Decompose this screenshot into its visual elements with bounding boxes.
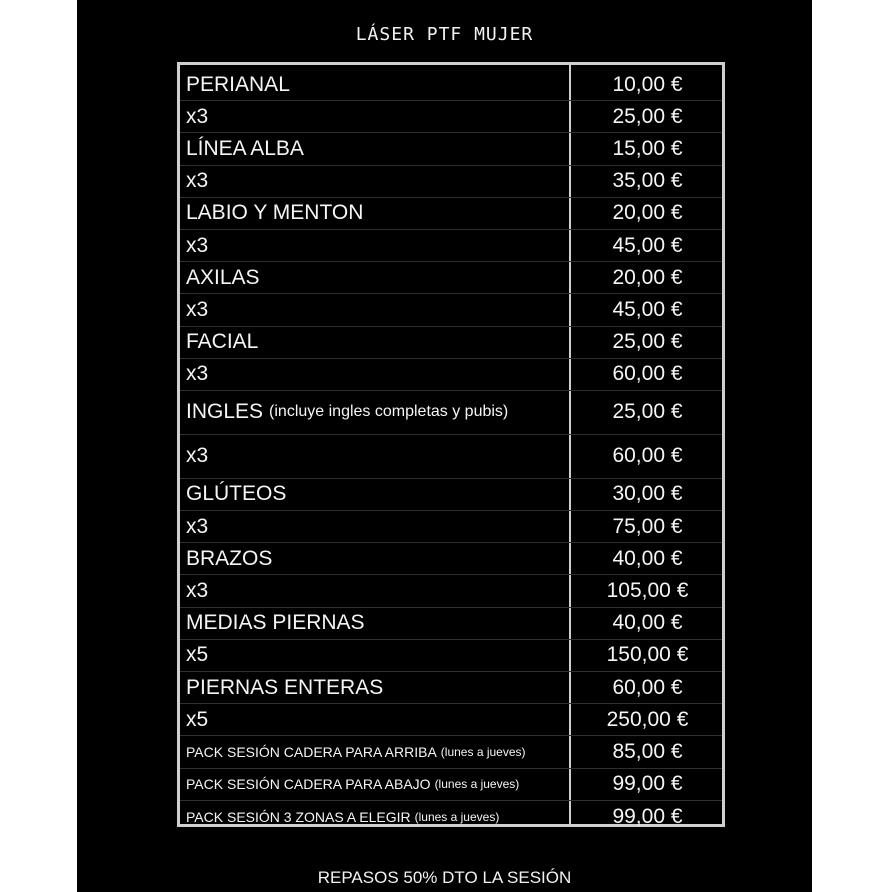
service-name [186,294,566,325]
service-name [186,608,566,639]
service-label: MEDIAS PIERNAS [186,611,365,635]
service-name [186,198,566,229]
service-name [186,543,566,574]
table-row [180,262,722,294]
service-label: BRAZOS [186,546,273,570]
service-note: (lunes a jueves) [434,777,520,792]
service-price: 20,00 € [612,265,683,289]
table-row [180,69,722,101]
table-row [180,736,722,768]
service-note: (lunes a jueves) [414,809,500,824]
service-label: PIERNAS ENTERAS [186,675,384,699]
service-name [186,69,566,100]
service-label: PACK SESIÓN 3 ZONAS A ELEGIR [186,808,411,825]
service-price: 99,00 € [612,804,683,828]
table-row [180,640,722,672]
service-price: 99,00 € [612,772,683,796]
table-row [180,198,722,230]
price-list-page [77,0,812,892]
service-name [186,575,566,606]
service-label: x3 [186,233,209,257]
service-name [186,327,566,358]
table-row [180,359,722,391]
service-price: 60,00 € [612,444,683,468]
service-name [186,640,566,671]
service-name [186,391,566,434]
table-row [180,101,722,133]
service-label: x5 [186,643,209,667]
service-price: 20,00 € [612,201,683,225]
table-row [180,327,722,359]
service-name [186,479,566,510]
table-row [180,801,722,833]
service-label: AXILAS [186,265,260,289]
price-rows [180,69,722,833]
service-price: 25,00 € [612,330,683,354]
service-price: 30,00 € [612,482,683,506]
table-row [180,133,722,165]
service-name [186,704,566,735]
service-name [186,101,566,132]
service-label: PACK SESIÓN CADERA PARA ABAJO [186,776,431,793]
service-label: PERIANAL [186,72,290,96]
footer-note: REPASOS 50% DTO LA SESIÓN [317,868,572,887]
service-name [186,359,566,390]
service-label: x3 [186,169,209,193]
service-label: LÍNEA ALBA [186,136,304,160]
service-price: 40,00 € [612,546,683,570]
service-price: 45,00 € [612,233,683,257]
service-name [186,801,566,833]
service-price: 75,00 € [612,514,683,538]
service-price: 250,00 € [606,707,689,731]
service-name [186,511,566,542]
service-label: x3 [186,514,209,538]
service-label: x3 [186,362,209,386]
price-table [177,62,725,827]
service-price: 60,00 € [612,675,683,699]
service-label: FACIAL [186,330,259,354]
service-label: INGLES [186,400,264,424]
service-price: 40,00 € [612,611,683,635]
table-row [180,543,722,575]
service-name [186,672,566,703]
service-name [186,166,566,197]
table-row [180,230,722,262]
service-name [186,736,566,767]
service-label: x3 [186,579,209,603]
service-note: (lunes a jueves) [440,744,526,759]
service-name [186,230,566,261]
service-label: GLÚTEOS [186,482,287,506]
service-price: 25,00 € [612,104,683,128]
table-row [180,608,722,640]
service-price: 85,00 € [612,739,683,763]
table-row [180,166,722,198]
table-row [180,704,722,736]
table-row [180,391,722,435]
service-label: x3 [186,444,209,468]
service-label: x5 [186,707,209,731]
service-label: PACK SESIÓN CADERA PARA ARRIBA [186,743,437,760]
table-row [180,511,722,543]
service-price: 15,00 € [612,136,683,160]
service-price: 25,00 € [612,400,683,424]
service-name [186,262,566,293]
service-price: 45,00 € [612,297,683,321]
table-row [180,435,722,479]
table-row [180,769,722,801]
service-price: 105,00 € [606,579,689,603]
table-row [180,575,722,607]
service-label: x3 [186,297,209,321]
table-row [180,479,722,511]
service-price: 35,00 € [612,169,683,193]
table-row [180,294,722,326]
service-price: 150,00 € [606,643,689,667]
table-row [180,672,722,704]
page-title: LÁSER PTF MUJER [355,24,534,45]
service-name [186,133,566,164]
service-note: (incluye ingles completas y pubis) [269,403,509,421]
service-price: 10,00 € [612,72,683,96]
service-label: x3 [186,104,209,128]
service-label: LABIO Y MENTON [186,201,364,225]
service-price: 60,00 € [612,362,683,386]
service-name [186,435,566,478]
service-name [186,769,566,800]
